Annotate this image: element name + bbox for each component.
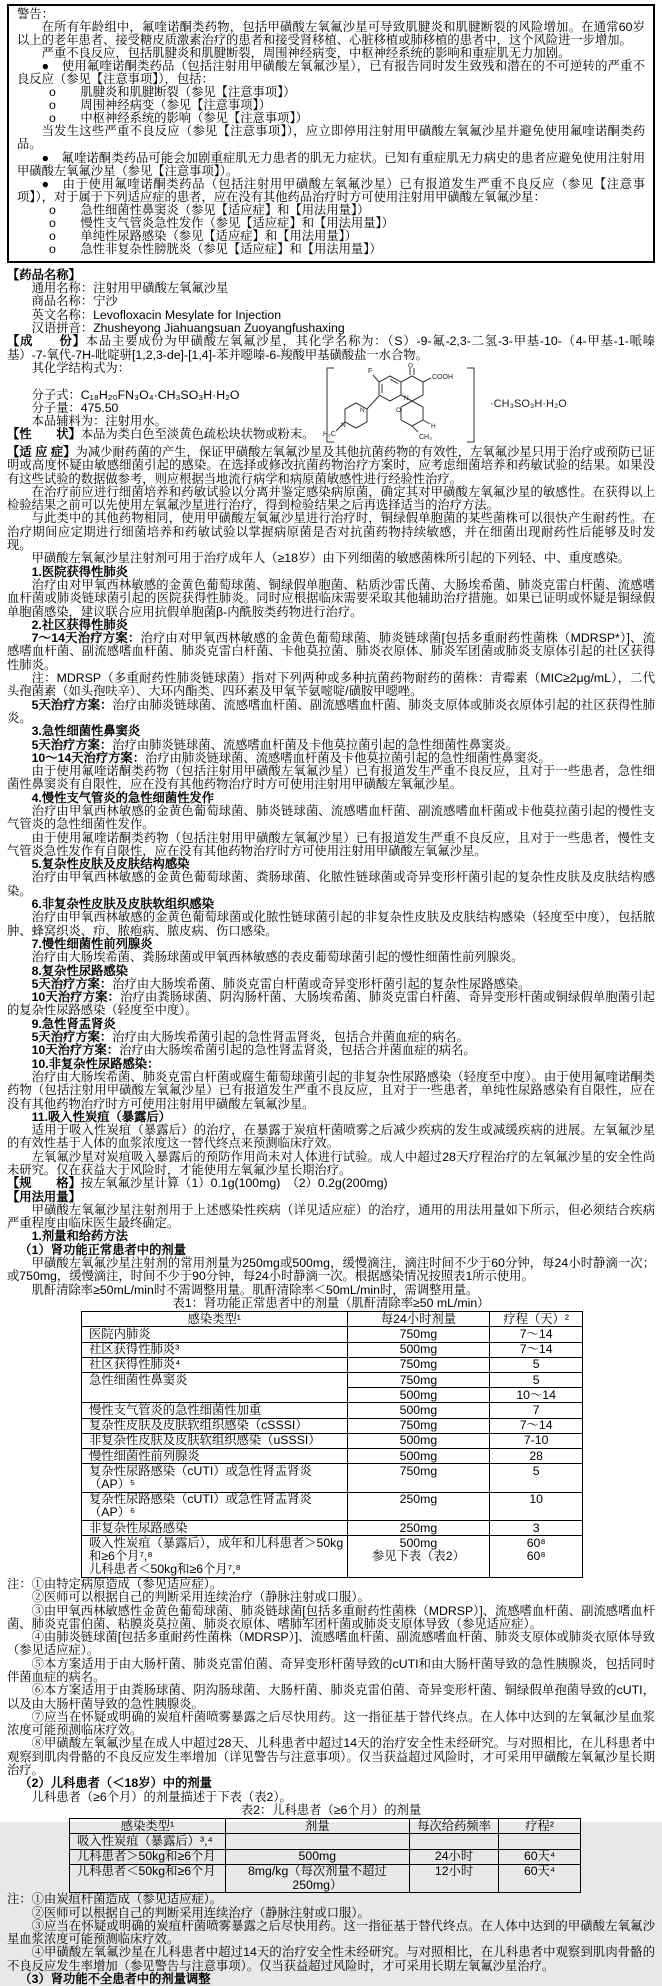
table-cell: 60⁸ 60⁸ (490, 1536, 583, 1578)
table-row (82, 1449, 583, 1464)
paragraph: （3）肾功能不全患者中的剂量调整 (19, 1972, 211, 1986)
paragraph: 商品名称：宁沙 (31, 294, 118, 309)
column-header: 疗程（天）² (490, 1312, 583, 1327)
section-description: 【性 状】本品为类白色至淡黄色疏松块状物或粉末。 (7, 427, 315, 442)
section-dosage: 【用法用量】 (7, 1189, 81, 1204)
table-cell: 500mg (347, 1449, 490, 1464)
paragraph: o 肌腱炎和肌腱断裂（参见【注意事项】） (48, 85, 296, 100)
table-cell: 复杂性尿路感染（cUTI）或急性肾盂肾炎（AP）⁵ (82, 1464, 348, 1492)
table-cell: 非复杂性尿路感染 (82, 1521, 348, 1536)
dosage-table-normal-renal-caption: 表1：肾功能正常患者中的剂量（肌酐清除率≥50 mL/min） (172, 1296, 490, 1311)
table-cell: 吸入性炭疽（暴露后）³,⁴ (70, 1834, 226, 1849)
table-row (82, 1464, 583, 1492)
paragraph: （1）肾功能正常患者中的剂量 (19, 1242, 186, 1257)
section-drug-name: 【药品名称】 (7, 267, 81, 282)
paragraph: o 慢性支气管炎急性发作（参见【适应症】和【用法用量】） (48, 215, 394, 230)
paragraph: 本品辅料为：注射用水。 (31, 414, 167, 429)
paragraph: ● 使用氟喹诺酮类药品（包括注射用甲磺酸左氧氟沙星），已有报告同时发生致残和潜在的不可逆转的严重不良反应（参见【注意事项】），包括： (17, 59, 645, 87)
table-row (82, 1342, 583, 1357)
table-cell: 750mg (347, 1357, 490, 1372)
paragraph: ⑦应当在怀疑或明确的炭疽杆菌喷雾暴露之后尽快用药。这一指征基于替代终点。在人体中达到的左氧氟沙星血浆浓度可能预测临床疗效。 (7, 1709, 655, 1738)
table-cell: 7～14 (490, 1342, 583, 1357)
h3c-label: H₃C (323, 430, 336, 438)
paragraph: 由于使用氟喹诺酮类药物（包括注射用甲磺酸左氧氟沙星）已有报道发生严重不良反应，且对于一些患者，慢性支气管炎急性发作有自限性，应在没有其他药物治疗时方可使用注射用甲磺酸左氧氟沙星。 (7, 830, 655, 858)
paragraph: （2）儿科患者（＜18岁）中的剂量 (19, 1776, 212, 1791)
table-row (82, 1536, 583, 1578)
table-cell: 7～14 (490, 1418, 583, 1433)
table-cell: 12小时 (409, 1864, 498, 1892)
column-header: 剂量 (225, 1819, 409, 1834)
o-ring-label: O (396, 406, 402, 414)
paragraph: 通用名称：注射用甲磺酸左氧氟沙星 (31, 281, 229, 296)
paragraph: 甲磺酸左氧氟沙星注射剂用于上述感染性疾病（详见适应症）的治疗，通用的用法用量如下所示，但必须结合疾病严重程度由临床医生最终确定。 (7, 1202, 655, 1231)
table-row (82, 1433, 583, 1448)
paragraph: 治疗由甲氧西林敏感的金黄色葡萄球菌、粪肠球菌、化脓性链球菌或奇异变形杆菌引起的复杂性皮肤及皮肤结构感染。 (7, 870, 655, 898)
table-cell: 社区获得性肺炎³ (82, 1342, 348, 1357)
table-cell: 社区获得性肺炎⁴ (82, 1357, 348, 1372)
paragraph: 注：①由炭疽杆菌造成（参见适应症）。 (7, 1892, 223, 1907)
paragraph: 甲磺酸左氧氟沙星注射剂可用于治疗成年人（≥18岁）由下列细菌的敏感菌株所引起的下列轻、中、重度感染。 (31, 551, 630, 566)
paragraph: 7～14天治疗方案：治疗由对甲氧西林敏感的金黄色葡萄球菌、肺炎链球菌[包括多重耐药性菌株（MDRSP*）]、流感嗜血杆菌、副流感嗜血杆菌、肺炎克雷白杆菌、卡他莫拉菌、肺炎衣原体、肺炎军团菌或肺炎支原体引起的社区获得性肺炎。 (7, 631, 655, 672)
table-cell: 60天⁴ (499, 1864, 581, 1892)
table-row (70, 1849, 581, 1864)
table-cell: 5 (490, 1464, 583, 1492)
paragraph: 5天治疗方案：治疗由大肠埃希菌引起的急性肾盂肾炎，包括合并菌血症的病名。 (31, 1030, 469, 1045)
paragraph: 治疗由甲氧西林敏感的金黄色葡萄球菌或化脓性链球菌引起的非复杂性皮肤及皮肤结构感染（轻度至中度），包括脓肿、蜂窝织炎、疖、脓疱病、脓皮病、伤口感染。 (7, 910, 655, 938)
column-header: 疗程² (499, 1819, 581, 1834)
table-cell: 250mg (347, 1521, 490, 1536)
paragraph: 儿科患者（≥6个月）的剂量描述于下表（表2）。 (31, 1789, 292, 1804)
table-cell: 500mg (347, 1342, 490, 1357)
table-cell: 7-10 (490, 1433, 583, 1448)
paragraph: 注：①由特定病原造成（参见适应症）。 (7, 1576, 223, 1591)
dosage-table-pediatric-block (7, 1804, 655, 1893)
paragraph: 10.非复杂性尿路感染： (31, 1056, 160, 1071)
paragraph: o 急性细菌性鼻窦炎（参见【适应症】和【用法用量】） (48, 202, 370, 217)
paragraph: 注：MDRSP（多重耐药性肺炎链球菌）指对下列两种或多种抗菌药物耐药的菌株：青霉素（MIC≥2μg/mL），二代头孢菌素（如头孢呋辛）、大环内酯类、四环素及甲氧苄氨嘧啶/磺胺甲噁唑。 (7, 671, 655, 699)
paragraph: ②医师可以根据自己的判断采用连续治疗（静脉注射或口服）。 (31, 1590, 370, 1605)
paragraph: o 中枢神经系统的影响（参见【注意事项】） (48, 111, 308, 126)
paragraph: 治疗由对甲氧西林敏感的金黄色葡萄球菌、铜绿假单胞菌、粘质沙雷氏菌、大肠埃希菌、肺炎克雷白杆菌、流感嗜血杆菌或肺炎链球菌引起的医院获得性肺炎。同时应根据临床需要采取其他辅助治疗措施。如果已证明或怀疑是铜绿假单胞菌感染，建议联合应用抗假单胞菌β-内酰胺类药物进行治疗。 (7, 577, 655, 619)
paragraph: 分子式：C₁₈H₂₀FN₃O₄·CH₃SO₃H·H₂O (31, 387, 240, 402)
table-cell: 250mg (347, 1492, 490, 1520)
table-cell: 3 (490, 1521, 583, 1536)
table-row (82, 1357, 583, 1372)
cooh-label: COOH (432, 373, 453, 381)
paragraph: 由于使用氟喹诺酮类药物（包括注射用甲磺酸左氧氟沙星）已有报道发生严重不良反应，且对于一些患者，急性细菌性鼻窦炎有自限性，应在没有其他药物治疗时方可使用注射用甲磺酸左氧氟沙星。 (7, 764, 655, 792)
boxed-warning (7, 4, 655, 263)
ch3-label: CH₃ (419, 433, 432, 441)
paragraph: 4.慢性支气管炎的急性细菌性发作 (31, 790, 215, 805)
table-cell: 5 (490, 1373, 583, 1388)
paragraph: o 急性非复杂性膀胱炎（参见【适应症】和【用法用量】） (48, 241, 382, 256)
table-cell: 慢性支气管炎的急性细菌性加重 (82, 1403, 348, 1418)
table-cell: 10 (490, 1492, 583, 1520)
table-cell (409, 1834, 498, 1849)
paragraph: 5天治疗方案：治疗由肺炎链球菌、流感嗜血杆菌及卡他莫拉菌引起的急性细菌性鼻窦炎。 (31, 737, 519, 752)
paragraph: 10～14天治疗方案：治疗由肺炎链球菌、流感嗜血杆菌及卡他莫拉菌引起的急性细菌性鼻窦炎。 (31, 750, 551, 765)
table-cell: 750mg (347, 1418, 490, 1433)
paragraph: 6.非复杂性皮肤及皮肤软组织感染 (31, 897, 215, 912)
paragraph: 10天治疗方案：治疗由大肠埃希菌引起的急性肾盂肾炎，包括合并菌血症的病名。 (31, 1043, 476, 1058)
paragraph: 1.剂量和给药方法 (31, 1229, 128, 1244)
paragraph: ④甲磺酸左氧氟沙星在儿科患者中超过14天的治疗安全性未经研究。与对照相比，在儿科患者中观察到肌肉骨骼的不良反应发生率增加（参见警告与注意事项）。仅当获益超过风险时，才可采用长期左氧氟沙星治疗。 (7, 1945, 655, 1973)
paragraph: 适用于吸入性炭疽（暴露后）的治疗，在暴露于炭疽杆菌喷雾之后减少疾病的发生或减缓疾病的进展。左氧氟沙星的有效性基于人体的血浆浓度这一替代终点来预测临床疗效。 (7, 1123, 655, 1151)
paragraph: ④由肺炎链球菌[包括多重耐药性菌株（MDRSP）]、流感嗜血杆菌、副流感嗜血杆菌、肺炎支原体或肺炎衣原体导致（参见适应症）。 (7, 1630, 655, 1658)
paragraph: ③应当在怀疑或明确的炭疽杆菌喷雾暴露之后尽快用药。这一指征基于替代终点。在人体中达到的甲磺酸左氧氟沙星血浆浓度可能预测临床疗效。 (7, 1918, 655, 1947)
table-cell: 500mg (347, 1433, 490, 1448)
paragraph: 其化学结构式为： (31, 360, 130, 375)
table-cell (499, 1834, 581, 1849)
paragraph: ⑤本方案适用于由大肠杆菌、肺炎克雷伯菌、奇异变形杆菌导致的cUTI和由大肠杆菌导致的急性胰腺炎，包括同时伴菌血症的病名。 (7, 1656, 655, 1684)
paragraph: 治疗由大肠埃希菌、肺炎克雷白杆菌或腐生葡萄球菌引起的非复杂性尿路感染（轻度至中度）。由于使用氟喹诺酮类药物（包括注射用甲磺酸左氧氟沙星）已有报道发生严重不良反应，且对于一些患者，单纯性尿路感染有自限性，应在没有其他药物治疗时方可使用注射用甲磺酸左氧氟沙星。 (7, 1069, 655, 1111)
table-row (82, 1373, 583, 1388)
table-row (82, 1521, 583, 1536)
table-cell (225, 1834, 409, 1849)
paragraph: 9.急性肾盂肾炎 (31, 1016, 116, 1031)
table-cell: 儿科患者＜50kg和≥6个月 (70, 1864, 226, 1892)
paragraph: 左氧氟沙星对炭疽吸入暴露后的预防作用尚未对人体进行试验。成人中超过28天疗程治疗的左氧氟沙星的安全性尚未研究。仅在获益大于风险时，才能使用左氧氟沙星长期治疗。 (7, 1149, 655, 1177)
paragraph: 警告： (17, 7, 54, 21)
paragraph: o 周围神经病变（参见【注意事项】） (48, 98, 272, 113)
mesylate-hydrate-formula: ·CH₃SO₃H·H₂O (490, 398, 567, 411)
main-sections (7, 446, 655, 1986)
table-cell: 500mg (225, 1849, 409, 1864)
f-label: F (368, 367, 373, 375)
table-cell: 非复杂性皮肤及皮肤软组织感染（uSSSI） (82, 1433, 348, 1448)
paragraph: ②医师可以根据自己的判断采用连续治疗（静脉注射或口服）。 (31, 1905, 370, 1920)
paragraph: ⑧甲磺酸左氧氟沙星在成人中超过28天、儿科患者中超过14天的治疗安全性未经研究。与对照相比，在儿科患者中观察到肌肉骨骼的不良反应发生率增加（详见警告与注意事项）。仅当获益超过风险时，才可采用甲磺酸左氧氟沙星长期治疗。 (7, 1736, 655, 1778)
paragraph: 与此类中的其他药物相同，使用甲磺酸左氧氟沙星进行治疗时，铜绿假单胞菌的某些菌株可以很快产生耐药性。在治疗期间应定期进行细菌培养和药敏试验以掌握病原菌是否对抗菌药物持续敏感，并在细菌出现耐药性后能够及时发现。 (7, 511, 655, 553)
table-cell: 500mg (347, 1388, 490, 1403)
drug-name-composition-section (7, 269, 655, 362)
table-cell: 复杂性尿路感染（cUTI）或急性肾盂肾炎（AP）⁶ (82, 1492, 348, 1520)
paragraph: 7.慢性细菌性前列腺炎 (31, 936, 153, 951)
table-row (70, 1834, 581, 1849)
levofloxacin-structure-drawing (315, 364, 487, 446)
table-cell: 慢性细菌性前列腺炎 (82, 1449, 348, 1464)
composition-structure-block (7, 362, 655, 446)
table-row (82, 1327, 583, 1342)
paragraph: ⑥本方案适用于由粪肠球菌、阴沟肠球菌、大肠杆菌、肺炎克雷伯菌、奇异变形杆菌、铜绿假单孢菌导致的cUTI，以及由大肠杆菌导致的急性胰腺炎。 (7, 1683, 655, 1711)
paragraph: 11.吸入性炭疽（暴露后） (31, 1109, 171, 1124)
table-cell: 复杂性皮肤及皮肤软组织感染（cSSSI） (82, 1418, 348, 1433)
paragraph: ● 由于使用氟喹诺酮类药品（包括注射用甲磺酸左氧氟沙星）已有报道发生严重不良反应（参见【注意事项】），对于属于下列适应症的患者，应在没有其他药品治疗时方可使用注射用甲磺酸左氧氟沙星： (17, 176, 645, 204)
table-row (70, 1864, 581, 1892)
table-cell: 吸入性炭疽（暴露后），成年和儿科患者＞50kg 和≥6个月⁷,⁸ 儿科患者＜50kg和≥6个月⁷,⁸ (82, 1536, 348, 1578)
section-composition: 【成 份】本品主要成份为甲磺酸左氧氟沙星，其化学名称为：（S）-9-氟-2,3-二氢-3-甲基-10-（4-甲基-1-哌嗪基）-7-氧代-7H-吡啶骈[1,2,3-de]-[1,4]-苯并噁嗪-6-羧酸甲基磺酸盐一水合物。 (7, 334, 655, 362)
table-cell: 7 (490, 1403, 583, 1418)
column-header: 每24小时剂量 (347, 1312, 490, 1327)
table-cell: 急性细菌性鼻窦炎 (82, 1373, 348, 1403)
table-cell: 750mg (347, 1373, 490, 1388)
table-cell: 医院内肺炎 (82, 1327, 348, 1342)
table-cell: 500mg 参见下表（表2） (347, 1536, 490, 1578)
n-label-3: N (404, 394, 409, 402)
table-row (82, 1403, 583, 1418)
column-header: 感染类型¹ (82, 1312, 348, 1327)
h-label: H (431, 422, 436, 430)
table-cell: 儿科患者＞50kg和≥6个月 (70, 1849, 226, 1864)
section-indications: 【适 应 症】为减少耐药菌的产生，保证甲磺酸左氧氟沙星及其他抗菌药物的有效性，左氧氟沙星只用于治疗或预防已证明或高度怀疑由敏感细菌引起的感染。在选择或修改抗菌药物治疗方案时，应考虑细菌培养和药敏试验的结果。如果没有这些试验的数据做参考，则应根据当地流行病学和病原菌敏感性进行经验性治疗。 (7, 444, 655, 486)
paragraph: 治疗由大肠埃希菌、粪肠球菌或甲氧西林敏感的表皮葡萄球菌引起的慢性细菌性前列腺炎。 (31, 950, 524, 965)
bracket-right (467, 368, 474, 442)
table-cell: 7～14 (490, 1327, 583, 1342)
paragraph: 5天治疗方案：治疗由大肠埃希菌、肺炎克雷白杆菌或奇异变形杆菌引起的复杂性尿路感染。 (31, 976, 531, 991)
paragraph: 8.复杂性尿路感染 (31, 963, 128, 978)
paragraph: 分子量：475.50 (31, 400, 119, 415)
column-header: 每次给药频率 (409, 1819, 498, 1834)
dosage-table-pediatric-caption: 表2：儿科患者（≥6个月）的剂量 (240, 1803, 422, 1818)
paragraph: 1.医院获得性肺炎 (31, 564, 128, 579)
column-header: 感染类型¹ (70, 1819, 226, 1834)
table-cell: 28 (490, 1449, 583, 1464)
table-cell: 5 (490, 1357, 583, 1372)
table-row (82, 1418, 583, 1433)
chemical-structure-figure (315, 364, 655, 446)
table-cell: 24小时 (409, 1849, 498, 1864)
n-label-1: N (360, 406, 365, 414)
o-top-label: O (408, 362, 414, 370)
paragraph: 3.急性细菌性鼻窦炎 (31, 724, 141, 739)
paragraph: 治疗由甲氧西林敏感的金黄色葡萄球菌、肺炎链球菌、流感嗜血杆菌、副流感嗜血杆菌或卡他莫拉菌引起的慢性支气管炎的急性细菌性发作。 (7, 803, 655, 832)
paragraph: 在治疗前应进行细菌培养和药敏试验以分离并鉴定感染病原菌，确定其对甲磺酸左氧氟沙星的敏感性。在获得以上检验结果之前可以先使用左氧氟沙星进行治疗，得到检验结果之后再选择适当的治疗方法。 (7, 484, 655, 513)
paragraph: o 单纯性尿路感染（参见【适应症】和【用法用量】） (48, 228, 358, 243)
paragraph: 英文名称：Levofloxacin Mesylate for Injection (31, 307, 282, 322)
table-cell: 8mg/kg（每次剂量不超过250mg） (225, 1864, 409, 1892)
paragraph: 严重不良反应，包括肌腱炎和肌腱断裂，周围神经病变，中枢神经系统的影响和重症肌无力加剧。 (41, 46, 571, 61)
table-cell: 750mg (347, 1464, 490, 1492)
paragraph: 当发生这些严重不良反应（参见【注意事项】），应立即停用注射用甲磺酸左氧氟沙星并避免使用氟喹诺酮类药品。 (17, 124, 645, 152)
table-cell: 750mg (347, 1327, 490, 1342)
table-cell: 60天⁴ (499, 1849, 581, 1864)
table-cell: 10～14 (490, 1388, 583, 1403)
oxazine-ring (401, 401, 423, 426)
section-strength: 【规 格】按左氧氟沙星计算（1）0.1g(100mg) （2）0.2g(200mg) (7, 1176, 388, 1191)
table-row (82, 1492, 583, 1520)
paragraph: 2.社区获得性肺炎 (31, 617, 128, 632)
paragraph: 在所有年龄组中，氟喹诺酮类药物，包括甲磺酸左氧氟沙星可导致肌腱炎和肌腱断裂的风险增加。在通常60岁以上的老年患者、接受糖皮质激素治疗的患者和接受肾移植、心脏移植或肺移植的患者中，这个风险进一步增加。 (17, 20, 645, 48)
paragraph: 汉语拼音：Zhusheyong Jiahuangsuan Zuoyangfushaxing (31, 321, 345, 336)
paragraph: 5.复杂性皮肤及皮肤结构感染 (31, 857, 190, 872)
paragraph: 10天治疗方案：治疗由粪肠球菌、阴沟肠杆菌、大肠埃希菌、肺炎克雷白杆菌、奇异变形杆菌或铜绿假单胞菌引起的复杂性尿路感染（轻度至中度）。 (7, 990, 655, 1018)
n-label-2: N (341, 421, 346, 429)
paragraph: 5天治疗方案：治疗由肺炎链球菌、流感嗜血杆菌、副流感嗜血杆菌、肺炎支原体或肺炎衣原体引起的社区获得性肺炎。 (7, 697, 655, 725)
paragraph: 甲磺酸左氧氟沙星注射剂的常用剂量为250mg或500mg，缓慢滴注，滴注时间不少于60分钟，每24小时静滴一次；或750mg，缓慢滴注，时间不少于90分钟，每24小时静滴一次。根据感染情况按照表1所示使用。 (7, 1256, 655, 1284)
paragraph: ● 氟喹诺酮类药品可能会加剧重症肌无力患者的肌无力症状。已知有重症肌无力病史的患者应避免使用注射用甲磺酸左氧氟沙星（参见【注意事项】）。 (17, 150, 645, 178)
table-cell: 500mg (347, 1403, 490, 1418)
dosage-table-normal-renal-block (7, 1297, 655, 1577)
dosage-table-pediatric (69, 1818, 581, 1893)
dosage-table-normal-renal (81, 1311, 583, 1578)
paragraph: ③由甲氧西林敏感性金黄色葡萄球菌、肺炎链球菌[包括多重耐药性菌株（MDRSP）]、流感嗜血杆菌、副流感嗜血杆菌、肺炎克雷伯菌、粘膜炎莫拉菌、肺炎衣原体、嗜肺军团杆菌或肺炎支原体导致（参见适应症）。 (7, 1603, 655, 1631)
paragraph: 肌酐清除率≥50mL/min时不需调整用量。肌酐清除率＜50mL/min时，需调整用量。 (31, 1282, 479, 1297)
